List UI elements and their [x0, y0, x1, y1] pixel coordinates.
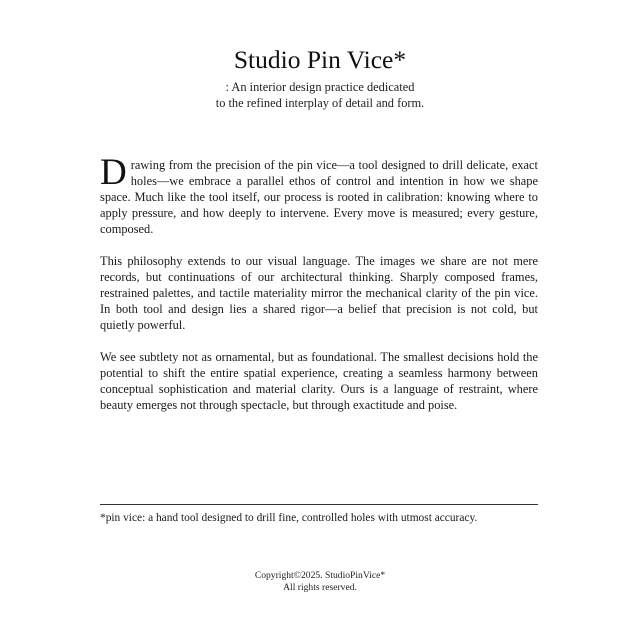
rights-line: All rights reserved. — [283, 582, 357, 593]
copyright-line: Copyright©2025. StudioPinVice* — [254, 570, 386, 581]
page-title: Studio Pin Vice* — [233, 45, 407, 74]
drop-cap: D — [100, 152, 127, 193]
subtitle-line-1: : An interior design practice dedicated — [225, 80, 415, 94]
subtitle-line-2: to the refined interplay of detail and form. — [215, 96, 425, 110]
footnote: *pin vice: a hand tool designed to drill fine, controlled holes with utmost accuracy. — [100, 512, 478, 524]
body-text — [100, 152, 538, 429]
copyright-notice — [0, 570, 640, 594]
footnote-divider — [100, 504, 538, 505]
page-subtitle — [0, 79, 640, 111]
paragraph-2: This philosophy extends to our visual language. The images we share are not mere records, but continuations of our architectural thinking. Sharply composed frames, restrained palettes, and tactile materiality mirror the mechanical clarity of the pin vice. In both tool and design lies a shared rigor—a belief that precision is not cold, but quietly powerful. — [100, 254, 538, 332]
paragraph-1 — [100, 152, 538, 237]
paragraph-1-text: rawing from the precision of the pin vice—a tool designed to drill delicate, exact holes—we embrace a parallel ethos of control and intention in how we shape space. Much like the tool itself, our process is rooted in calibration: knowing where to apply pressure, and how deeply to intervene. Every move is measured; every gesture, composed. — [100, 158, 538, 236]
paragraph-3: We see subtlety not as ornamental, but as foundational. The smallest decisions hold the potential to shift the entire spatial experience, creating a seamless harmony between conceptual sophistication and material clarity. Ours is a language of restraint, where beauty emerges not through spectacle, but through exactitude and poise. — [100, 350, 538, 412]
